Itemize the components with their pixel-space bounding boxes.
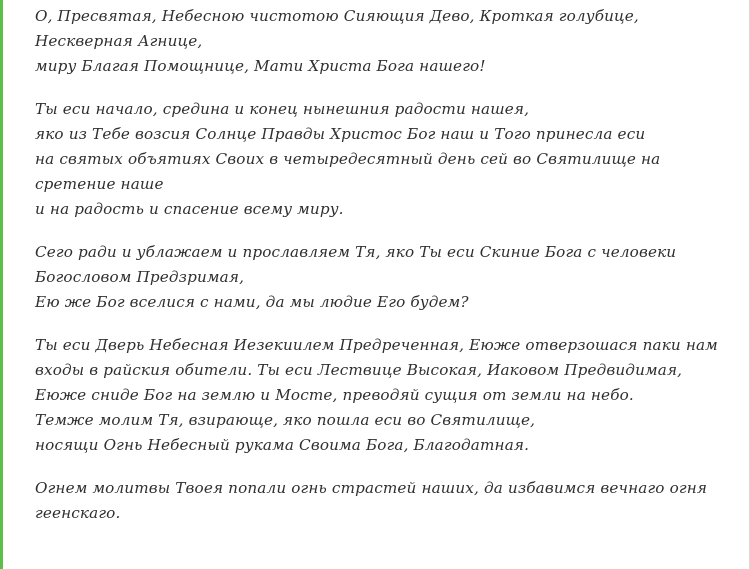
prayer-line: Сего ради и ублажаем и прославляем Тя, яко Ты еси Скиние Бога с человеки Богословом Предзримая, bbox=[35, 243, 677, 286]
prayer-line: Ты еси Дверь Небесная Иезекиилем Предреченная, Еюже отверзошася паки нам bbox=[35, 336, 718, 354]
prayer-line: Ты еси начало, средина и конец нынешния радости нашея, bbox=[35, 100, 530, 118]
stanza-3 bbox=[35, 240, 749, 315]
prayer-line: носящи Огнь Небесный рукама Своима Бога, Благодатная. bbox=[35, 436, 530, 454]
prayer-line: яко из Тебе возсия Солнце Правды Христос Бог наш и Того принесла еси bbox=[35, 125, 646, 143]
prayer-line: Темже молим Тя, взирающе, яко пошла еси во Святилище, bbox=[35, 411, 536, 429]
stanza-2 bbox=[35, 97, 749, 222]
prayer-line: на святых объятиях Своих в четыредесятный день сей во Святилище на сретение наше bbox=[35, 150, 661, 193]
stanza-4 bbox=[35, 333, 749, 458]
stanza-5 bbox=[35, 476, 749, 526]
prayer-line: входы в райския обители. Ты еси Лествице Высокая, Иаковом Предвидимая, bbox=[35, 361, 683, 379]
prayer-line: и на радость и спасение всему миру. bbox=[35, 200, 344, 218]
prayer-line: Огнем молитвы Твоея попали огнь страстей наших, да избавимся вечнаго огня геенскаго. bbox=[35, 479, 708, 522]
prayer-line: миру Благая Помощнице, Мати Христа Бога нашего! bbox=[35, 57, 486, 75]
prayer-line: Еюже сниде Бог на землю и Мосте, преводяй сущия от земли на небо. bbox=[35, 386, 634, 404]
prayer-line: О, Пресвятая, Небесною чистотою Сияющия Дево, Кроткая голубице, Нескверная Агнице, bbox=[35, 7, 639, 50]
stanza-1 bbox=[35, 4, 749, 79]
prayer-line: Ею же Бог вселися с нами, да мы людие Его будем? bbox=[35, 293, 469, 311]
